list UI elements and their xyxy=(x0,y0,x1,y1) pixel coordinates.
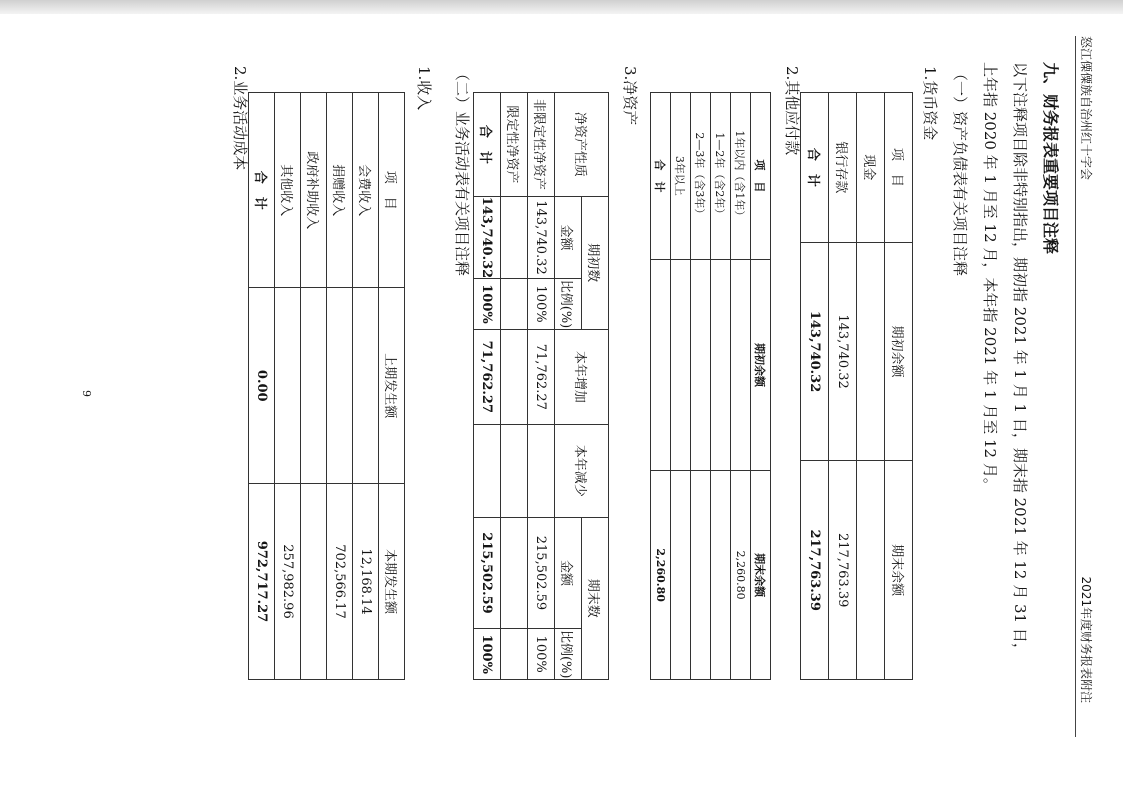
column-header: 比例(%) xyxy=(555,279,582,330)
table-cell xyxy=(691,471,711,680)
net-assets-table xyxy=(473,92,609,680)
net-assets-title: 3.净资产 xyxy=(621,66,639,126)
table-cell xyxy=(671,471,691,680)
column-header: 金额 xyxy=(555,517,582,629)
table-row xyxy=(301,93,327,680)
table-cell: 972,717.27 xyxy=(249,484,275,680)
row-label: 非限定性净资产 xyxy=(528,93,555,197)
column-header: 期初余额 xyxy=(885,242,913,461)
column-header: 比例(%) xyxy=(555,629,582,680)
row-label: 合 计 xyxy=(651,93,671,260)
table-cell xyxy=(301,288,327,484)
payables-table xyxy=(650,92,771,680)
table-row xyxy=(671,93,691,680)
column-header: 项 目 xyxy=(751,93,771,260)
column-header: 上期发生额 xyxy=(379,288,405,484)
row-label: 3年以上 xyxy=(671,93,691,260)
table-cell: 217,763.39 xyxy=(801,461,829,680)
intro-text: 以下注释项目除非特别指出，期初指 2021 年 1 月 1 日，期末指 2021 年 12 月 31 日，上年指 2020 年 1 月至 12 月，本年指 2021 年 1 月至 12 月。 xyxy=(981,62,1029,658)
column-header: 期初数 xyxy=(582,196,609,329)
table-cell xyxy=(501,196,528,278)
table-cell: 143,740.32 xyxy=(801,242,829,461)
table-cell: 100% xyxy=(474,629,501,680)
row-label: 限定性净资产 xyxy=(501,93,528,197)
column-header: 期末余额 xyxy=(751,471,771,680)
column-header: 项 目 xyxy=(885,93,913,243)
table-row xyxy=(857,93,885,680)
table-cell: 2,260.80 xyxy=(731,471,751,680)
table-cell: 215,502.59 xyxy=(528,517,555,629)
table-cell xyxy=(501,329,528,424)
row-label: 合 计 xyxy=(474,93,501,197)
header-rule xyxy=(1075,36,1076,737)
table-cell xyxy=(301,484,327,680)
table-row xyxy=(327,93,353,680)
table-cell xyxy=(651,259,671,470)
table-cell xyxy=(731,259,751,470)
table-row xyxy=(691,93,711,680)
table-cell xyxy=(857,242,885,461)
table-cell xyxy=(275,288,301,484)
column-header: 期末余额 xyxy=(885,461,913,680)
column-header: 净资产性质 xyxy=(555,93,609,197)
row-label: 会费收入 xyxy=(353,93,379,288)
total-row xyxy=(249,93,275,680)
row-label: 现金 xyxy=(857,93,885,243)
table-cell: 71,762.27 xyxy=(474,329,501,424)
table-cell xyxy=(857,461,885,680)
table-row xyxy=(501,93,528,680)
table-cell: 217,763.39 xyxy=(829,461,857,680)
table-cell: 257,982.96 xyxy=(275,484,301,680)
table-cell xyxy=(501,279,528,330)
table-cell: 215,502.59 xyxy=(474,517,501,629)
column-header: 期末数 xyxy=(582,517,609,679)
table-cell: 100% xyxy=(528,279,555,330)
row-label: 其他收入 xyxy=(275,93,301,288)
table-cell: 2,260.80 xyxy=(651,471,671,680)
table-row xyxy=(829,93,857,680)
table-row xyxy=(731,93,751,680)
cost-title: 2.业务活动成本 xyxy=(231,66,249,171)
table-cell: 143,740.32 xyxy=(829,242,857,461)
total-row xyxy=(651,93,671,680)
row-label: 捐赠收入 xyxy=(327,93,353,288)
table-cell xyxy=(711,259,731,470)
row-label: 1—2年（含2年） xyxy=(711,93,731,260)
table-cell xyxy=(691,259,711,470)
table-cell xyxy=(711,471,731,680)
table-cell: 71,762.27 xyxy=(528,329,555,424)
column-header: 项 目 xyxy=(379,93,405,288)
table-cell: 143,740.32 xyxy=(474,196,501,278)
table-cell: 100% xyxy=(474,279,501,330)
total-row xyxy=(474,93,501,680)
row-label: 银行存款 xyxy=(829,93,857,243)
column-header: 本期发生额 xyxy=(379,484,405,680)
table-cell: 12,168.14 xyxy=(353,484,379,680)
income-table xyxy=(248,92,405,680)
table-cell: 143,740.32 xyxy=(528,196,555,278)
row-label: 政府补助收入 xyxy=(301,93,327,288)
income-title: 1.收入 xyxy=(415,66,433,111)
row-label: 1年以内（含1年） xyxy=(731,93,751,260)
table-header-row xyxy=(751,93,771,680)
table-row xyxy=(711,93,731,680)
table-cell xyxy=(501,517,528,629)
row-label: 2—3年（含3年） xyxy=(691,93,711,260)
column-header: 本年减少 xyxy=(555,424,609,517)
row-label: 合 计 xyxy=(801,93,829,243)
column-header: 本年增加 xyxy=(555,329,609,424)
table-row xyxy=(528,93,555,680)
table-header-row xyxy=(885,93,913,680)
table-cell xyxy=(474,424,501,517)
subsection-1-title: （一）资产负债表有关项目注释 xyxy=(951,66,969,277)
table-cell: 702,566.17 xyxy=(327,484,353,680)
table-cell xyxy=(501,629,528,680)
table-cell xyxy=(528,424,555,517)
total-row xyxy=(801,93,829,680)
table-header-row xyxy=(582,93,609,680)
header-org: 怒江傈僳族自治州红十字会 xyxy=(1079,36,1093,181)
table-cell xyxy=(501,424,528,517)
cash-table xyxy=(800,92,913,680)
header-report: 2021年度财务报表附注 xyxy=(1079,576,1093,703)
payables-title: 2.其他应付款 xyxy=(783,66,801,156)
row-label: 合 计 xyxy=(249,93,275,288)
table-cell xyxy=(671,259,691,470)
page-number: 9 xyxy=(80,390,93,397)
table-cell: 0.00 xyxy=(249,288,275,484)
table-row xyxy=(353,93,379,680)
column-header: 期初余额 xyxy=(751,259,771,470)
table-cell xyxy=(353,288,379,484)
table-cell: 100% xyxy=(528,629,555,680)
table-row xyxy=(275,93,301,680)
table-cell xyxy=(327,288,353,484)
section-title: 九、财务报表重要项目注释 xyxy=(1041,62,1060,255)
subsection-2-title: （二）业务活动表有关项目注释 xyxy=(453,66,471,277)
table-header-row xyxy=(379,93,405,680)
cash-title: 1.货币资金 xyxy=(921,66,939,141)
column-header: 金额 xyxy=(555,196,582,278)
